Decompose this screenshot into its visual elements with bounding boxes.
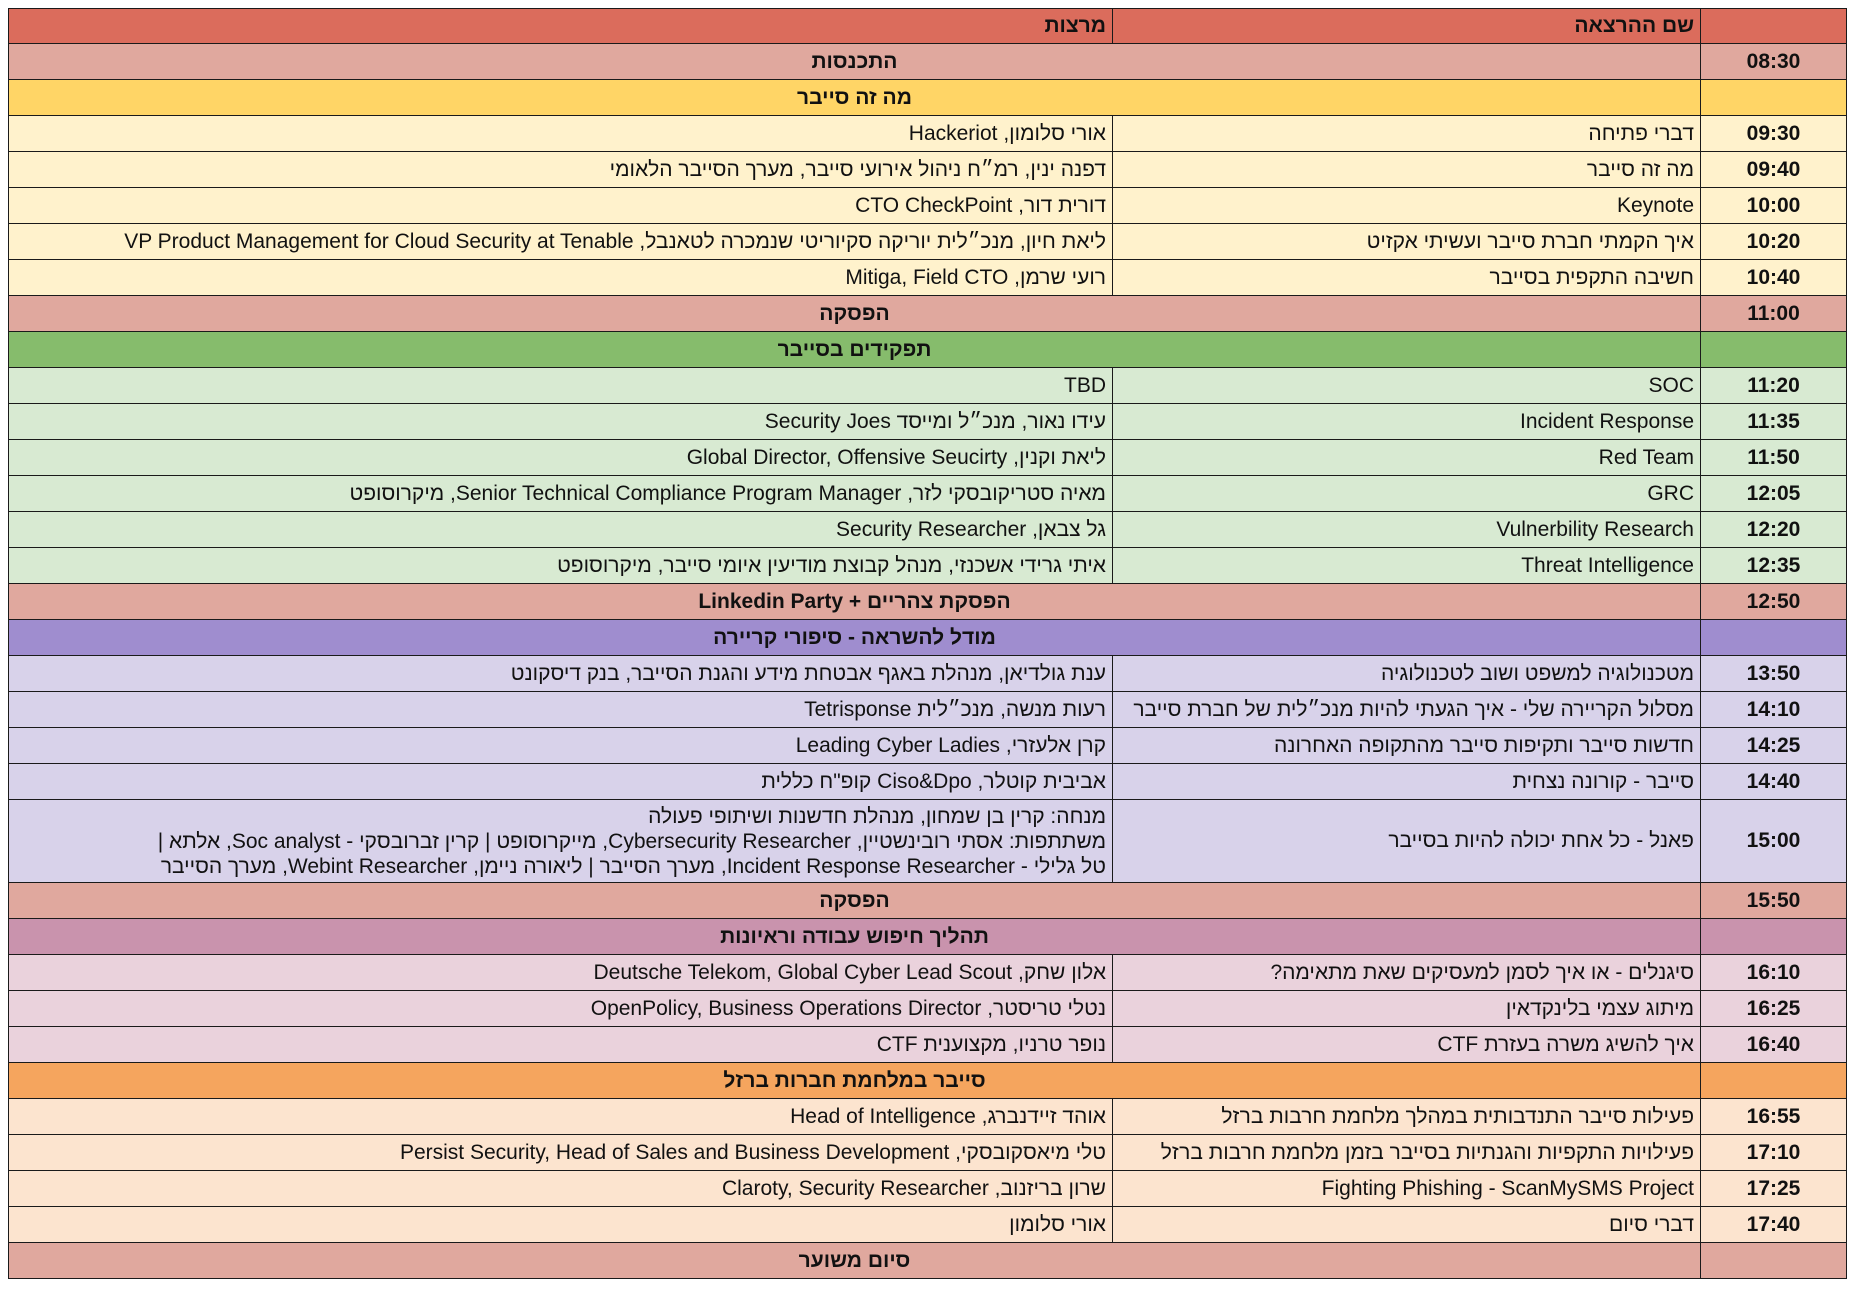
talk-row bbox=[9, 1099, 1847, 1135]
section-row bbox=[9, 1063, 1847, 1099]
row-time: 16:25 bbox=[1701, 991, 1847, 1027]
break-title: הפסקה bbox=[9, 883, 1701, 919]
talk-title: איך להשיג משרה בעזרת CTF bbox=[1113, 1027, 1701, 1063]
talk-row bbox=[9, 656, 1847, 692]
row-time: 17:40 bbox=[1701, 1207, 1847, 1243]
talk-speaker: דפנה ינין, רמ״ח ניהול אירועי סייבר, מערך הסייבר הלאומי bbox=[9, 152, 1113, 188]
section-title: תפקידים בסייבר bbox=[9, 332, 1701, 368]
talk-row bbox=[9, 188, 1847, 224]
talk-title: מה זה סייבר bbox=[1113, 152, 1701, 188]
section-row bbox=[9, 332, 1847, 368]
break-row bbox=[9, 296, 1847, 332]
break-title: סיום משוער bbox=[9, 1243, 1701, 1279]
talk-row bbox=[9, 476, 1847, 512]
row-time: 10:20 bbox=[1701, 224, 1847, 260]
talk-title: מסלול הקריירה שלי - איך הגעתי להיות מנכ״לית של חברת סייבר bbox=[1113, 692, 1701, 728]
talk-row bbox=[9, 404, 1847, 440]
talk-speaker: טלי מיאסקובסקי, Persist Security, Head of Sales and Business Development bbox=[9, 1135, 1113, 1171]
section-title: מה זה סייבר bbox=[9, 80, 1701, 116]
talk-row bbox=[9, 548, 1847, 584]
agenda-body bbox=[9, 9, 1847, 1279]
row-time: 14:10 bbox=[1701, 692, 1847, 728]
talk-speaker: אלון שחק, Deutsche Telekom, Global Cyber Lead Scout bbox=[9, 955, 1113, 991]
talk-speaker: שרון בריזנוב, Claroty, Security Researcher bbox=[9, 1171, 1113, 1207]
section-row bbox=[9, 80, 1847, 116]
row-time bbox=[1701, 332, 1847, 368]
talk-title: Vulnerbility Research bbox=[1113, 512, 1701, 548]
talk-title: חשיבה התקפית בסייבר bbox=[1113, 260, 1701, 296]
talk-title: פאנל - כל אחת יכולה להיות בסייבר bbox=[1113, 800, 1701, 883]
talk-row bbox=[9, 224, 1847, 260]
section-row bbox=[9, 620, 1847, 656]
talk-row bbox=[9, 1135, 1847, 1171]
talk-speaker: ענת גולדיאן, מנהלת באגף אבטחת מידע והגנת הסייבר, בנק דיסקונט bbox=[9, 656, 1113, 692]
talk-row bbox=[9, 1027, 1847, 1063]
talk-speaker: עידו נאור, מנכ״ל ומייסד Security Joes bbox=[9, 404, 1113, 440]
talk-title: סיגנלים - או איך לסמן למעסיקים שאת מתאימה? bbox=[1113, 955, 1701, 991]
talk-speaker: נופר טרניו, מקצוענית CTF bbox=[9, 1027, 1113, 1063]
row-time: 10:40 bbox=[1701, 260, 1847, 296]
header-talk-title: שם ההרצאה bbox=[1113, 9, 1701, 44]
row-time: 12:05 bbox=[1701, 476, 1847, 512]
break-row bbox=[9, 1243, 1847, 1279]
talk-speaker: אורי סלומון bbox=[9, 1207, 1113, 1243]
talk-row bbox=[9, 116, 1847, 152]
talk-title: איך הקמתי חברת סייבר ועשיתי אקזיט bbox=[1113, 224, 1701, 260]
talk-speaker: אורי סלומון, Hackeriot bbox=[9, 116, 1113, 152]
break-title: הפסקה bbox=[9, 296, 1701, 332]
talk-row bbox=[9, 955, 1847, 991]
section-row bbox=[9, 919, 1847, 955]
agenda-table bbox=[8, 8, 1847, 1279]
talk-row bbox=[9, 440, 1847, 476]
talk-title: פעילויות התקפיות והגנתיות בסייבר בזמן מלחמת חרבות ברזל bbox=[1113, 1135, 1701, 1171]
row-time: 16:10 bbox=[1701, 955, 1847, 991]
break-row bbox=[9, 584, 1847, 620]
talk-speaker: איתי גרידי אשכנזי, מנהל קבוצת מודיעין איומי סייבר, מיקרוסופט bbox=[9, 548, 1113, 584]
break-title: התכנסות bbox=[9, 44, 1701, 80]
panel-speaker-line: משתתפות: אסתי רובינשטיין, Cybersecurity Researcher, מייקרוסופט | קרין זברובסקי - Soc analyst, אלתא | bbox=[157, 829, 1106, 853]
panel-speakers bbox=[9, 800, 1113, 883]
panel-speaker-line: טל גלילי - Incident Response Researcher, מערך הסייבר | ליאורה ניימן, Webint Researcher, מערך הסייבר bbox=[160, 854, 1106, 878]
header-speakers: מרצות bbox=[9, 9, 1113, 44]
panel-speaker-line: מנחה: קרין בן שמחון, מנהלת חדשנות ושיתופי פעולה bbox=[648, 804, 1106, 828]
talk-row bbox=[9, 728, 1847, 764]
talk-title: SOC bbox=[1113, 368, 1701, 404]
row-time: 11:00 bbox=[1701, 296, 1847, 332]
talk-speaker: גל צבאן, Security Researcher bbox=[9, 512, 1113, 548]
header-row bbox=[9, 9, 1847, 44]
talk-speaker: אביבית קוטלר, Ciso&Dpo קופ"ח כללית bbox=[9, 764, 1113, 800]
row-time: 15:00 bbox=[1701, 800, 1847, 883]
talk-row bbox=[9, 512, 1847, 548]
row-time bbox=[1701, 80, 1847, 116]
row-time: 16:55 bbox=[1701, 1099, 1847, 1135]
talk-row bbox=[9, 1207, 1847, 1243]
row-time: 15:50 bbox=[1701, 883, 1847, 919]
panel-row bbox=[9, 800, 1847, 883]
talk-row bbox=[9, 260, 1847, 296]
row-time bbox=[1701, 620, 1847, 656]
row-time bbox=[1701, 1063, 1847, 1099]
break-row bbox=[9, 883, 1847, 919]
row-time: 11:35 bbox=[1701, 404, 1847, 440]
row-time: 11:20 bbox=[1701, 368, 1847, 404]
talk-title: Incident Response bbox=[1113, 404, 1701, 440]
talk-row bbox=[9, 692, 1847, 728]
row-time: 12:35 bbox=[1701, 548, 1847, 584]
talk-title: פעילות סייבר התנדבותית במהלך מלחמת חרבות ברזל bbox=[1113, 1099, 1701, 1135]
row-time: 14:25 bbox=[1701, 728, 1847, 764]
row-time: 13:50 bbox=[1701, 656, 1847, 692]
talk-title: מיתוג עצמי בלינקדאין bbox=[1113, 991, 1701, 1027]
row-time bbox=[1701, 1243, 1847, 1279]
row-time: 10:00 bbox=[1701, 188, 1847, 224]
talk-speaker: רועי שרמן, Mitiga, Field CTO bbox=[9, 260, 1113, 296]
talk-row bbox=[9, 764, 1847, 800]
talk-title: Threat Intelligence bbox=[1113, 548, 1701, 584]
talk-row bbox=[9, 1171, 1847, 1207]
talk-title: GRC bbox=[1113, 476, 1701, 512]
talk-title: דברי סיום bbox=[1113, 1207, 1701, 1243]
section-title: תהליך חיפוש עבודה וראיונות bbox=[9, 919, 1701, 955]
section-title: מודל להשראה - סיפורי קריירה bbox=[9, 620, 1701, 656]
talk-speaker: רעות מנשה, מנכ״לית Tetrisponse bbox=[9, 692, 1113, 728]
talk-row bbox=[9, 991, 1847, 1027]
talk-speaker: נטלי טריסטר, OpenPolicy, Business Operations Director bbox=[9, 991, 1113, 1027]
row-time: 17:25 bbox=[1701, 1171, 1847, 1207]
talk-speaker: אוהד זיידנברג, Head of Intelligence bbox=[9, 1099, 1113, 1135]
row-time: 11:50 bbox=[1701, 440, 1847, 476]
talk-title: Keynote bbox=[1113, 188, 1701, 224]
talk-title: סייבר - קורונה נצחית bbox=[1113, 764, 1701, 800]
row-time: 17:10 bbox=[1701, 1135, 1847, 1171]
talk-title: Red Team bbox=[1113, 440, 1701, 476]
talk-title: מטכנולוגיה למשפט ושוב לטכנולוגיה bbox=[1113, 656, 1701, 692]
talk-row bbox=[9, 152, 1847, 188]
row-time: 16:40 bbox=[1701, 1027, 1847, 1063]
talk-title: חדשות סייבר ותקיפות סייבר מהתקופה האחרונה bbox=[1113, 728, 1701, 764]
header-time bbox=[1701, 9, 1847, 44]
break-title: הפסקת צהריים + Linkedin Party bbox=[9, 584, 1701, 620]
talk-speaker: ליאת חיון, מנכ״לית יוריקה סקיוריטי שנמכרה לטאנבל, VP Product Management for Cloud Security at Tenable bbox=[9, 224, 1113, 260]
talk-speaker: דורית דור, CTO CheckPoint bbox=[9, 188, 1113, 224]
row-time bbox=[1701, 919, 1847, 955]
talk-speaker: TBD bbox=[9, 368, 1113, 404]
row-time: 12:50 bbox=[1701, 584, 1847, 620]
break-row bbox=[9, 44, 1847, 80]
row-time: 08:30 bbox=[1701, 44, 1847, 80]
talk-speaker: ליאת וקנין, Global Director, Offensive Seucirty bbox=[9, 440, 1113, 476]
row-time: 09:30 bbox=[1701, 116, 1847, 152]
talk-speaker: קרן אלעזרי, Leading Cyber Ladies bbox=[9, 728, 1113, 764]
talk-title: דברי פתיחה bbox=[1113, 116, 1701, 152]
talk-speaker: מאיה סטריקובסקי לזר, Senior Technical Compliance Program Manager, מיקרוסופט bbox=[9, 476, 1113, 512]
row-time: 12:20 bbox=[1701, 512, 1847, 548]
row-time: 14:40 bbox=[1701, 764, 1847, 800]
talk-title: Fighting Phishing - ScanMySMS Project bbox=[1113, 1171, 1701, 1207]
section-title: סייבר במלחמת חברות ברזל bbox=[9, 1063, 1701, 1099]
row-time: 09:40 bbox=[1701, 152, 1847, 188]
talk-row bbox=[9, 368, 1847, 404]
